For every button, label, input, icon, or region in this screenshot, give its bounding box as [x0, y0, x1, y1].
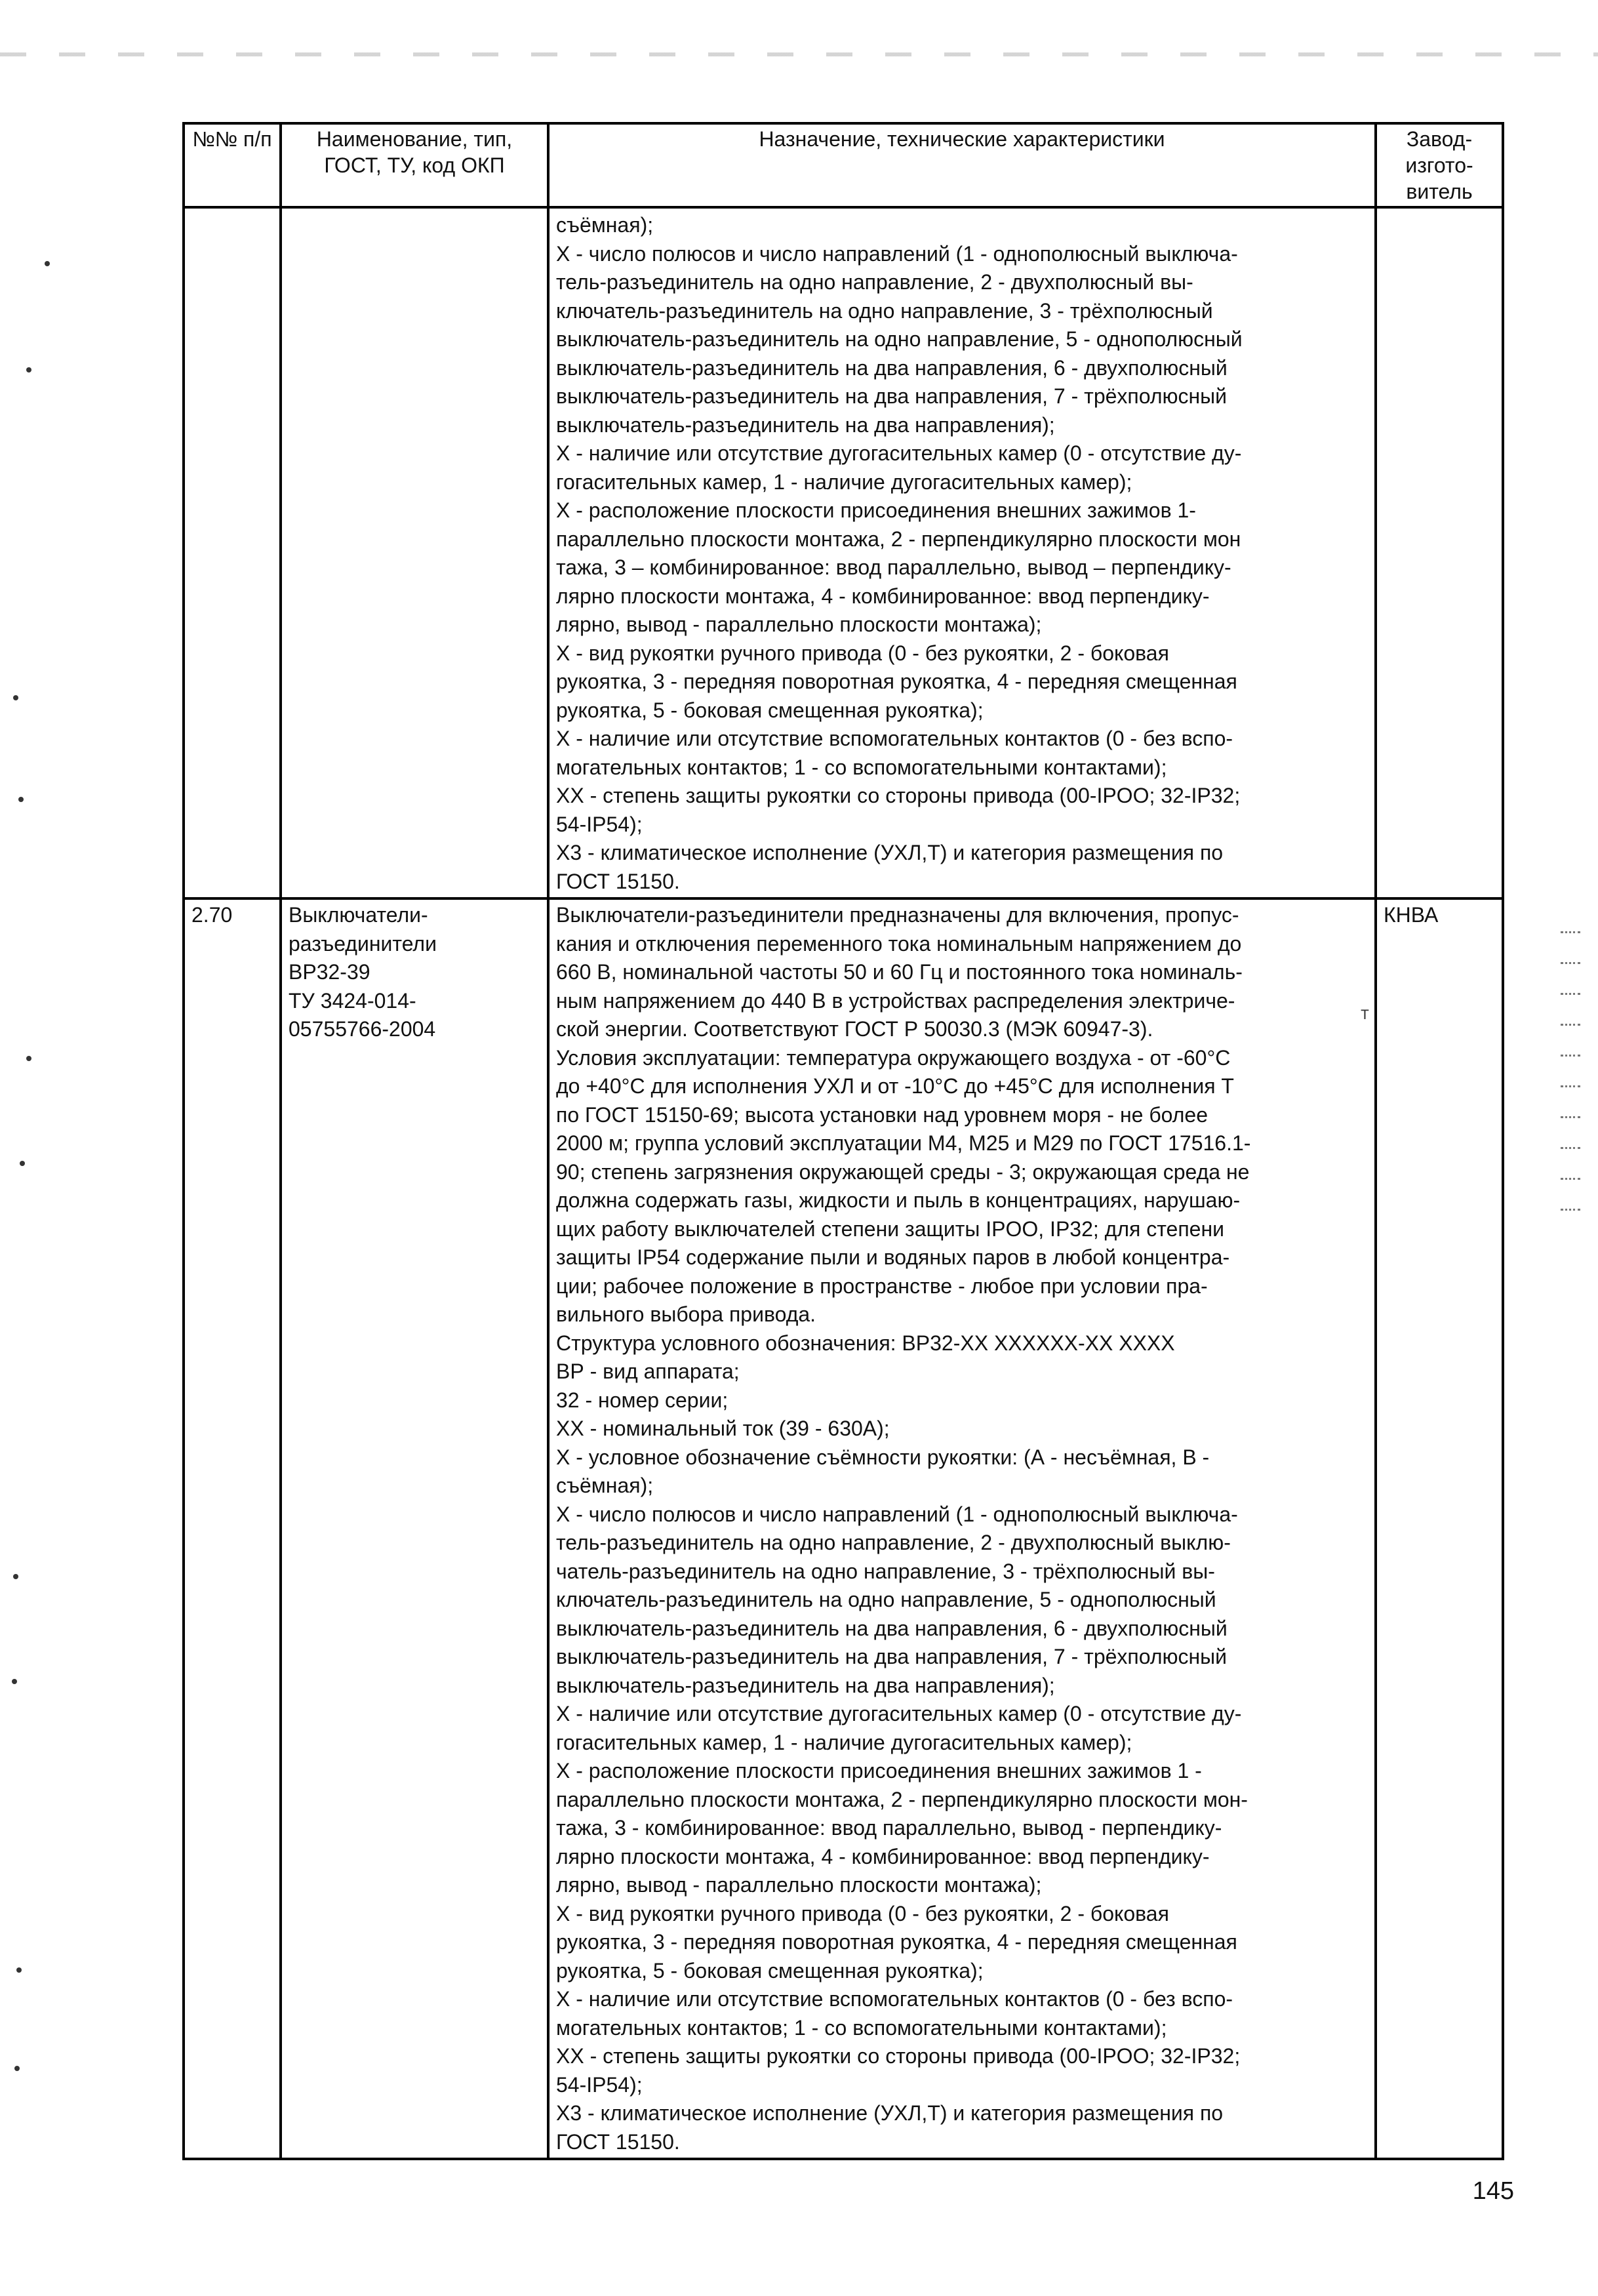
- description-line: защиты IP54 содержание пыли и водяных паров в любой концентра-: [556, 1245, 1230, 1269]
- description-line: выключатель-разъединитель на два направления, 7 - трёхполюсный: [556, 1645, 1228, 1668]
- margin-dot: [26, 367, 31, 373]
- description-line: Х - наличие или отсутствие дугогасительных камер (0 - отсутствие ду-: [556, 441, 1242, 465]
- description-line: параллельно плоскости монтажа, 2 - перпендикулярно плоскости мон-: [556, 1787, 1248, 1811]
- description-line: Выключатели-разъединители предназначены для включения, пропус-: [556, 903, 1239, 927]
- description-line: ключатель-разъединитель на одно направление, 3 - трёхполюсный: [556, 298, 1213, 323]
- description-line: ГОСТ 15150.: [556, 2129, 680, 2154]
- specification-table: [182, 122, 1504, 2160]
- description-line: 54-IP54);: [556, 2072, 643, 2097]
- table-row-2-70: [184, 898, 1503, 2159]
- margin-dot: [20, 1161, 25, 1166]
- scan-side-marks: [1561, 931, 1593, 1299]
- description-line: должна содержать газы, жидкости и пыль в концентрациях, нарушаю-: [556, 1188, 1241, 1212]
- name-line: 05755766-2004: [289, 1017, 436, 1041]
- description-line: рукоятка, 5 - боковая смещенная рукоятка);: [556, 698, 984, 722]
- description-line: Х - вид рукоятки ручного привода (0 - без рукоятки, 2 - боковая: [556, 1901, 1169, 1925]
- description-line: ГОСТ 15150.: [556, 869, 680, 893]
- description-line: Х - число полюсов и число направлений (1 - однополюсный выключа-: [556, 1502, 1238, 1526]
- name-line: разъединители: [289, 931, 437, 956]
- margin-dot: [12, 1679, 17, 1684]
- description-line: Х - наличие или отсутствие дугогасительных камер (0 - отсутствие ду-: [556, 1702, 1242, 1725]
- description-line: лярно, вывод - параллельно плоскости монтажа);: [556, 613, 1042, 636]
- description-line: могательных контактов; 1 - со вспомогательными контактами);: [556, 755, 1167, 779]
- description-line: 32 - номер серии;: [556, 1388, 729, 1412]
- description-line: ХХ - номинальный ток (39 - 630А);: [556, 1417, 890, 1440]
- description-line: ХХ - степень защиты рукоятки со стороны привода (00-IPOO; 32-IP32;: [556, 784, 1241, 807]
- description-line: рукоятка, 3 - передняя поворотная рукоятка, 4 - передняя смещенная: [556, 1930, 1237, 1954]
- description-line: Структура условного обозначения: ВР32-ХХ ХХХХХХ-ХХ ХХХХ: [556, 1331, 1175, 1355]
- margin-dot: [18, 797, 24, 802]
- description-line: ключатель-разъединитель на одно направление, 5 - однополюсный: [556, 1588, 1216, 1611]
- header-name: Наименование, тип, ГОСТ, ТУ, код ОКП: [281, 123, 548, 207]
- description-line: съёмная);: [556, 1474, 654, 1497]
- description-line: Х - вид рукоятки ручного привода (0 - без рукоятки, 2 - боковая: [556, 641, 1169, 665]
- table-header-row: [184, 123, 1503, 207]
- scan-artifact-line: [0, 52, 1598, 56]
- description-line: гогасительных камер, 1 - наличие дугогасительных камер);: [556, 1730, 1132, 1754]
- description-line: выключатель-разъединитель на два направления, 6 - двухполюсный: [556, 1616, 1228, 1640]
- description-line: рукоятка, 3 - передняя поворотная рукоятка, 4 - передняя смещенная: [556, 670, 1237, 693]
- description-line: ции; рабочее положение в пространстве - любое при условии пра-: [556, 1274, 1208, 1298]
- description-line: ВР - вид аппарата;: [556, 1359, 740, 1383]
- description-line: рукоятка, 5 - боковая смещенная рукоятка);: [556, 1958, 984, 1983]
- cell-manufacturer-empty: [1376, 207, 1503, 898]
- description-line: Х - расположение плоскости присоединения внешних зажимов 1 -: [556, 1759, 1202, 1782]
- description-line: Х - условное обозначение съёмности рукоятки: (А - несъёмная, В -: [556, 1445, 1210, 1469]
- description-line: выключатель-разъединитель на два направления);: [556, 413, 1055, 437]
- cell-num: 2.70: [184, 898, 281, 2159]
- name-line: ТУ 3424-014-: [289, 988, 416, 1013]
- description-line: ской энергии. Соответствуют ГОСТ Р 50030.3 (МЭК 60947-3).: [556, 1017, 1153, 1041]
- description-line: по ГОСТ 15150-69; высота установки над уровнем моря - не более: [556, 1102, 1208, 1127]
- cell-name: [281, 898, 548, 2159]
- description-line: Х3 - климатическое исполнение (УХЛ,Т) и категория размещения по: [556, 2101, 1224, 2125]
- table-row-continuation: [184, 207, 1503, 898]
- description-line: тажа, 3 – комбинированное: ввод параллельно, вывод – перпендику-: [556, 555, 1231, 579]
- description-line: до +40°С для исполнения УХЛ и от -10°С до +45°С для исполнения Т: [556, 1074, 1234, 1098]
- description-line: Х - наличие или отсутствие вспомогательных контактов (0 - без вспо-: [556, 1987, 1233, 2011]
- description-line: ным напряжением до 440 В в устройствах распределения электриче-: [556, 988, 1235, 1013]
- scan-artifact-glyph: ᵀ: [1361, 1007, 1369, 1028]
- margin-dot: [16, 1967, 22, 1973]
- description-line: Х - число полюсов и число направлений (1 - однополюсный выключа-: [556, 241, 1238, 266]
- description-line: Х3 - климатическое исполнение (УХЛ,Т) и категория размещения по: [556, 841, 1224, 864]
- description-line: тель-разъединитель на одно направление, 2 - двухполюсный вы-: [556, 270, 1193, 294]
- description-line: гогасительных камер, 1 - наличие дугогасительных камер);: [556, 470, 1132, 494]
- header-num: №№ п/п: [184, 123, 281, 207]
- name-line: Выключатели-: [289, 903, 428, 927]
- description-line: тель-разъединитель на одно направление, 2 - двухполюсный выклю-: [556, 1531, 1231, 1554]
- description-line: могательных контактов; 1 - со вспомогательными контактами);: [556, 2015, 1167, 2040]
- name-line: ВР32-39: [289, 960, 370, 984]
- cell-description: [548, 898, 1376, 2159]
- header-purpose: Назначение, технические характеристики: [548, 123, 1376, 207]
- description-line: 54-IP54);: [556, 812, 643, 836]
- description-line: лярно плоскости монтажа, 4 - комбинированное: ввод перпендику-: [556, 584, 1210, 608]
- margin-dot: [45, 261, 50, 266]
- description-line: выключатель-разъединитель на одно направление, 5 - однополюсный: [556, 327, 1243, 351]
- description-line: Х - наличие или отсутствие вспомогательных контактов (0 - без вспо-: [556, 727, 1233, 750]
- description-line: выключатель-разъединитель на два направления);: [556, 1673, 1055, 1697]
- description-line: параллельно плоскости монтажа, 2 - перпендикулярно плоскости мон: [556, 527, 1241, 551]
- description-line: 660 В, номинальной частоты 50 и 60 Гц и постоянного тока номиналь-: [556, 960, 1243, 984]
- margin-dot: [26, 1056, 31, 1061]
- description-line: лярно, вывод - параллельно плоскости монтажа);: [556, 1873, 1042, 1897]
- margin-dot: [13, 695, 18, 700]
- description-line: ХХ - степень защиты рукоятки со стороны привода (00-IPOO; 32-IP32;: [556, 2044, 1241, 2068]
- description-line: кания и отключения переменного тока номинальным напряжением до: [556, 931, 1242, 956]
- description-line: съёмная);: [556, 213, 654, 237]
- description-line: Условия эксплуатации: температура окружающего воздуха - от -60°С: [556, 1045, 1231, 1070]
- header-manufacturer: Завод-изгото-витель: [1376, 123, 1503, 207]
- description-line: щих работу выключателей степени защиты IPOO, IP32; для степени: [556, 1217, 1224, 1241]
- description-line: тажа, 3 - комбинированное: ввод параллельно, вывод - перпендику-: [556, 1816, 1222, 1840]
- description-line: вильного выбора привода.: [556, 1302, 816, 1326]
- description-line: Х - расположение плоскости присоединения внешних зажимов 1-: [556, 498, 1196, 522]
- margin-dot: [13, 1574, 18, 1579]
- margin-dot: [14, 2066, 20, 2071]
- page-number: 145: [1472, 2177, 1514, 2205]
- description-line: чатель-разъединитель на одно направление, 3 - трёхполюсный вы-: [556, 1559, 1215, 1583]
- description-line: лярно плоскости монтажа, 4 - комбинированное: ввод перпендику-: [556, 1844, 1210, 1868]
- description-line: 90; степень загрязнения окружающей среды - 3; окружающая среда не: [556, 1159, 1250, 1184]
- cell-manufacturer: КНВА: [1376, 898, 1503, 2159]
- cell-num-empty: [184, 207, 281, 898]
- description-line: выключатель-разъединитель на два направления, 7 - трёхполюсный: [556, 384, 1228, 408]
- cell-description: [548, 207, 1376, 898]
- cell-name-empty: [281, 207, 548, 898]
- description-line: 2000 м; группа условий эксплуатации М4, М25 и М29 по ГОСТ 17516.1-: [556, 1131, 1251, 1155]
- description-line: выключатель-разъединитель на два направления, 6 - двухполюсный: [556, 355, 1228, 380]
